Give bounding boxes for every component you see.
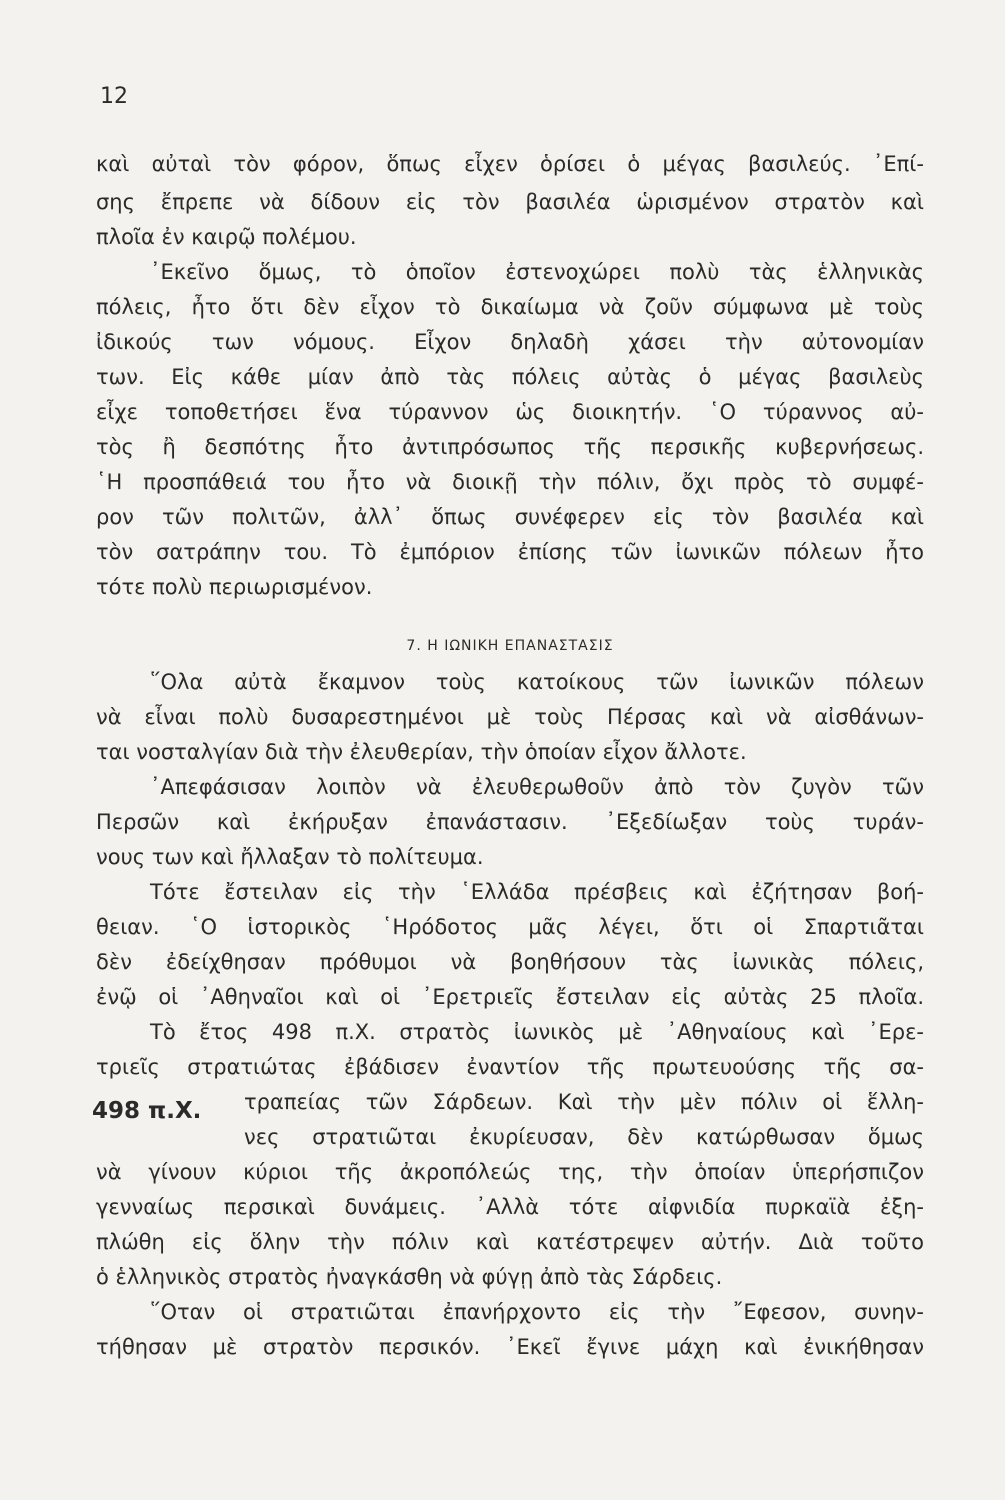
page-number: 12 xyxy=(100,84,128,109)
text-line: γενναίως περσικαὶ δυνάμεις. ᾿Αλλὰ τότε αἰφνιδία πυρκαϊὰ ἐξη- xyxy=(96,1195,924,1219)
text-line: νὰ εἶναι πολὺ δυσαρεστημένοι μὲ τοὺς Πέρσας καὶ νὰ αἰσθάνων- xyxy=(96,705,924,729)
text-line: πλοῖα ἐν καιρῷ πολέμου. xyxy=(96,225,357,249)
text-line: ἰδικούς των νόμους. Εἶχον δηλαδὴ χάσει τὴν αὐτονομίαν xyxy=(96,330,924,354)
margin-date-note: 498 π.Χ. xyxy=(92,1098,202,1124)
text-line: θειαν. ῾Ο ἱστορικὸς ῾Ηρόδοτος μᾶς λέγει, ὅτι οἱ Σπαρτιᾶται xyxy=(96,915,924,939)
text-line: τραπείας τῶν Σάρδεων. Καὶ τὴν μὲν πόλιν οἱ ἕλλη- xyxy=(244,1090,924,1114)
text-line: πόλεις, ἦτο ὅτι δὲν εἶχον τὸ δικαίωμα νὰ ζοῦν σύμφωνα μὲ τοὺς xyxy=(96,295,924,319)
text-line: ται νοσταλγίαν διὰ τὴν ἐλευθερίαν, τὴν ὁποίαν εἶχον ἄλλοτε. xyxy=(96,740,747,764)
text-line: Τότε ἔστειλαν εἰς τὴν ῾Ελλάδα πρέσβεις καὶ ἐζήτησαν βοή- xyxy=(150,880,924,904)
text-line: δὲν ἐδείχθησαν πρόθυμοι νὰ βοηθήσουν τὰς ἰωνικὰς πόλεις, xyxy=(96,950,924,974)
text-line: σης ἔπρεπε νὰ δίδουν εἰς τὸν βασιλέα ὡρισμένον στρατὸν καὶ xyxy=(96,190,924,214)
text-line: Περσῶν καὶ ἐκήρυξαν ἐπανάστασιν. ᾿Εξεδίωξαν τοὺς τυράν- xyxy=(96,810,924,834)
text-line: τριεῖς στρατιώτας ἐβάδισεν ἐναντίον τῆς πρωτευούσης τῆς σα- xyxy=(96,1055,924,1079)
text-line: των. Εἰς κάθε μίαν ἀπὸ τὰς πόλεις αὐτὰς ὁ μέγας βασιλεὺς xyxy=(96,365,924,389)
text-line: ῞Ολα αὐτὰ ἔκαμνον τοὺς κατοίκους τῶν ἰωνικῶν πόλεων xyxy=(150,670,924,694)
text-line: νὰ γίνουν κύριοι τῆς ἀκροπόλεώς της, τὴν ὁποίαν ὑπερήσπιζον xyxy=(96,1160,924,1184)
text-line: πλώθη εἰς ὅλην τὴν πόλιν καὶ κατέστρεψεν αὐτήν. Διὰ τοῦτο xyxy=(96,1230,924,1254)
text-line: ᾿Εκεῖνο ὅμως, τὸ ὁποῖον ἐστενοχώρει πολὺ τὰς ἑλληνικὰς xyxy=(150,260,924,284)
text-line: τὸν σατράπην του. Τὸ ἐμπόριον ἐπίσης τῶν ἰωνικῶν πόλεων ἦτο xyxy=(96,540,924,564)
text-line: ῾Η προσπάθειά του ἦτο νὰ διοικῇ τὴν πόλιν, ὄχι πρὸς τὸ συμφέ- xyxy=(96,470,924,494)
text-line: τότε πολὺ περιωρισμένον. xyxy=(96,575,373,599)
text-line: καὶ αὐταὶ τὸν φόρον, ὅπως εἶχεν ὁρίσει ὁ μέγας βασιλεύς. ᾿Επί- xyxy=(96,152,924,176)
text-line: Τὸ ἔτος 498 π.Χ. στρατὸς ἰωνικὸς μὲ ᾿Αθηναίους καὶ ᾿Ερε- xyxy=(150,1020,924,1044)
text-line: ἐνῷ οἱ ᾿Αθηναῖοι καὶ οἱ ᾿Ερετριεῖς ἔστειλαν εἰς αὐτὰς 25 πλοῖα. xyxy=(96,985,924,1009)
text-line: ῞Οταν οἱ στρατιῶται ἐπανήρχοντο εἰς τὴν ῎Εφεσον, συνην- xyxy=(150,1300,924,1324)
text-line: νους των καὶ ἤλλαξαν τὸ πολίτευμα. xyxy=(96,845,484,869)
section-heading: 7. Η ΙΩΝΙΚΗ ΕΠΑΝΑΣΤΑΣΙΣ xyxy=(406,638,614,654)
text-line: τὸς ἢ δεσπότης ἦτο ἀντιπρόσωπος τῆς περσικῆς κυβερνήσεως. xyxy=(96,435,924,459)
text-line: ρον τῶν πολιτῶν, ἀλλ᾿ ὅπως συνέφερεν εἰς τὸν βασιλέα καὶ xyxy=(96,505,924,529)
text-line: νες στρατιῶται ἐκυρίευσαν, δὲν κατώρθωσαν ὅμως xyxy=(244,1125,924,1149)
text-line: ὁ ἑλληνικὸς στρατὸς ἠναγκάσθη νὰ φύγῃ ἀπὸ τὰς Σάρδεις. xyxy=(96,1265,723,1289)
text-line: τήθησαν μὲ στρατὸν περσικόν. ᾿Εκεῖ ἔγινε μάχη καὶ ἐνικήθησαν xyxy=(96,1335,924,1359)
text-line: εἶχε τοποθετήσει ἕνα τύραννον ὡς διοικητήν. ῾Ο τύραννος αὐ- xyxy=(96,400,924,424)
text-line: ᾿Απεφάσισαν λοιπὸν νὰ ἐλευθερωθοῦν ἀπὸ τὸν ζυγὸν τῶν xyxy=(150,775,924,799)
